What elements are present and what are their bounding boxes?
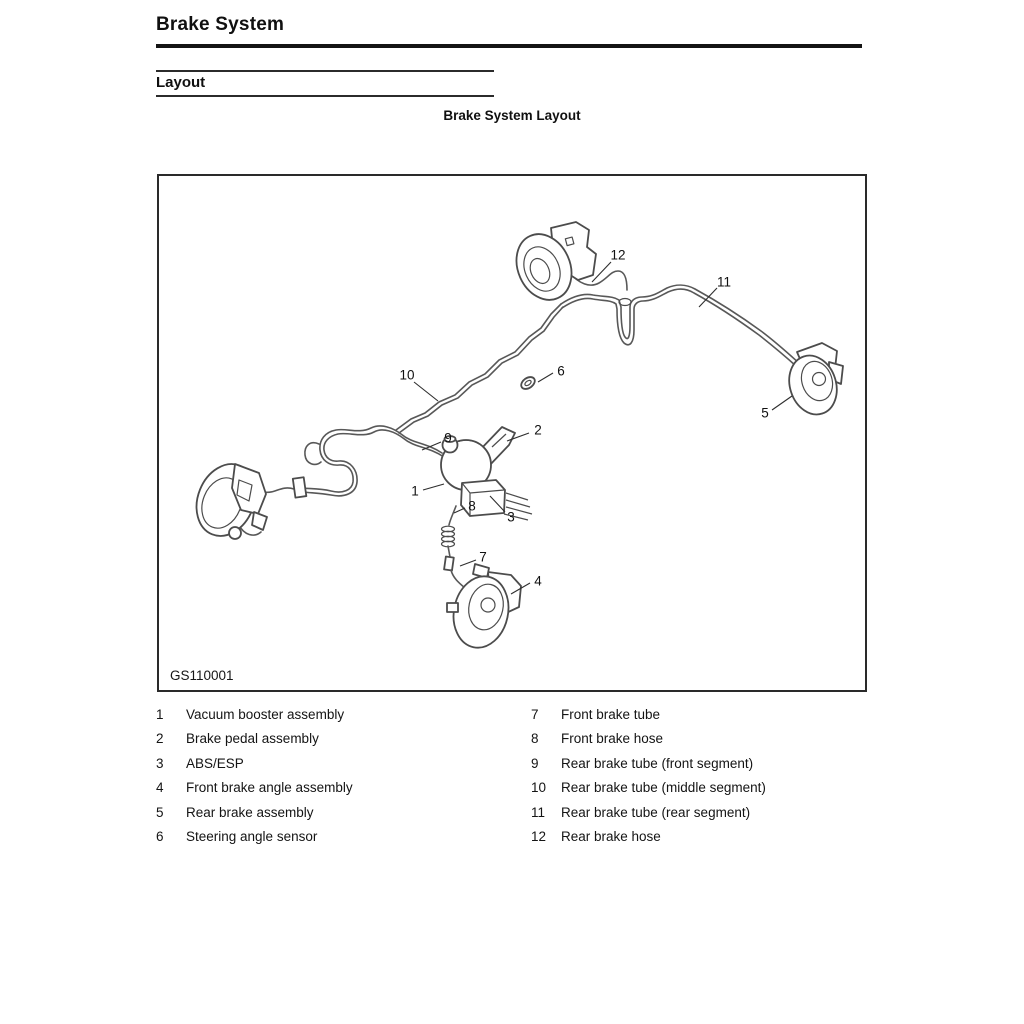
legend-item [531,800,766,825]
legend-item-number: 10 [531,780,547,796]
legend-column-left [156,702,531,849]
callout-8: 8 [468,498,476,514]
legend-item-label: Rear brake tube (rear segment) [561,804,751,820]
legend-item-label: Steering angle sensor [186,829,318,845]
legend-column-right [531,702,766,849]
legend-item [156,702,531,727]
callout-leader-lines [414,262,792,594]
legend-item [531,825,766,850]
legend-item-number: 9 [531,755,539,771]
callout-5: 5 [761,405,769,421]
rear-brake-tube-front [301,426,444,496]
legend-item [531,776,766,801]
callout-9: 9 [444,430,452,446]
figure-id: GS110001 [170,668,234,683]
callout-4: 4 [534,573,542,589]
legend-item-label: Rear brake tube (middle segment) [561,780,766,796]
figure-box [157,174,867,692]
legend [156,702,868,849]
callout-2: 2 [534,422,542,438]
legend-item-number: 4 [156,780,164,796]
steering-angle-sensor [519,375,537,392]
legend-item-number: 3 [156,755,164,771]
legend-item-label: Rear brake tube (front segment) [561,755,754,771]
page-title: Brake System [156,14,285,35]
legend-item-number: 11 [531,804,546,820]
legend-item-number: 6 [156,829,164,845]
legend-item-number: 12 [531,829,547,845]
legend-item [531,751,766,776]
rear-brake-tube-rear [561,285,809,366]
right-rear-brake-assembly [782,343,844,421]
legend-item-label: ABS/ESP [186,755,244,771]
legend-item-label: Front brake tube [561,706,661,722]
legend-item [156,776,531,801]
left-rear-brake-assembly [506,222,596,309]
legend-item [156,800,531,825]
section-rule-bottom [156,95,494,97]
legend-item-label: Rear brake assembly [186,804,314,820]
callout-6: 6 [557,363,565,379]
legend-item [531,727,766,752]
rear-brake-tube-middle [396,304,563,433]
legend-item-label: Brake pedal assembly [186,731,319,747]
callout-1: 1 [411,483,419,499]
section-title: Layout [156,74,206,91]
section-rule-top [156,70,494,72]
legend-item-number: 8 [531,731,539,747]
figure-caption: Brake System Layout [443,108,581,123]
legend-item [156,751,531,776]
left-front-brake-assembly [186,455,267,545]
callout-10: 10 [399,367,415,383]
legend-item-number: 1 [156,706,164,722]
right-front-brake-assembly [447,564,521,653]
legend-item-number: 5 [156,804,164,820]
callout-12: 12 [610,247,626,263]
title-rule [156,44,862,48]
legend-item [156,825,531,850]
legend-item-number: 7 [531,706,539,722]
legend-item-label: Front brake angle assembly [186,780,353,796]
legend-item-label: Front brake hose [561,731,664,747]
brake-system-diagram [159,176,865,690]
front-brake-tube-and-hose [442,506,473,595]
legend-item-number: 2 [156,731,164,747]
legend-item [531,702,766,727]
callout-3: 3 [507,509,515,525]
legend-item [156,727,531,752]
callout-7: 7 [479,549,487,565]
callout-11: 11 [716,274,732,290]
legend-item-label: Rear brake hose [561,829,661,845]
legend-item-label: Vacuum booster assembly [186,706,345,722]
